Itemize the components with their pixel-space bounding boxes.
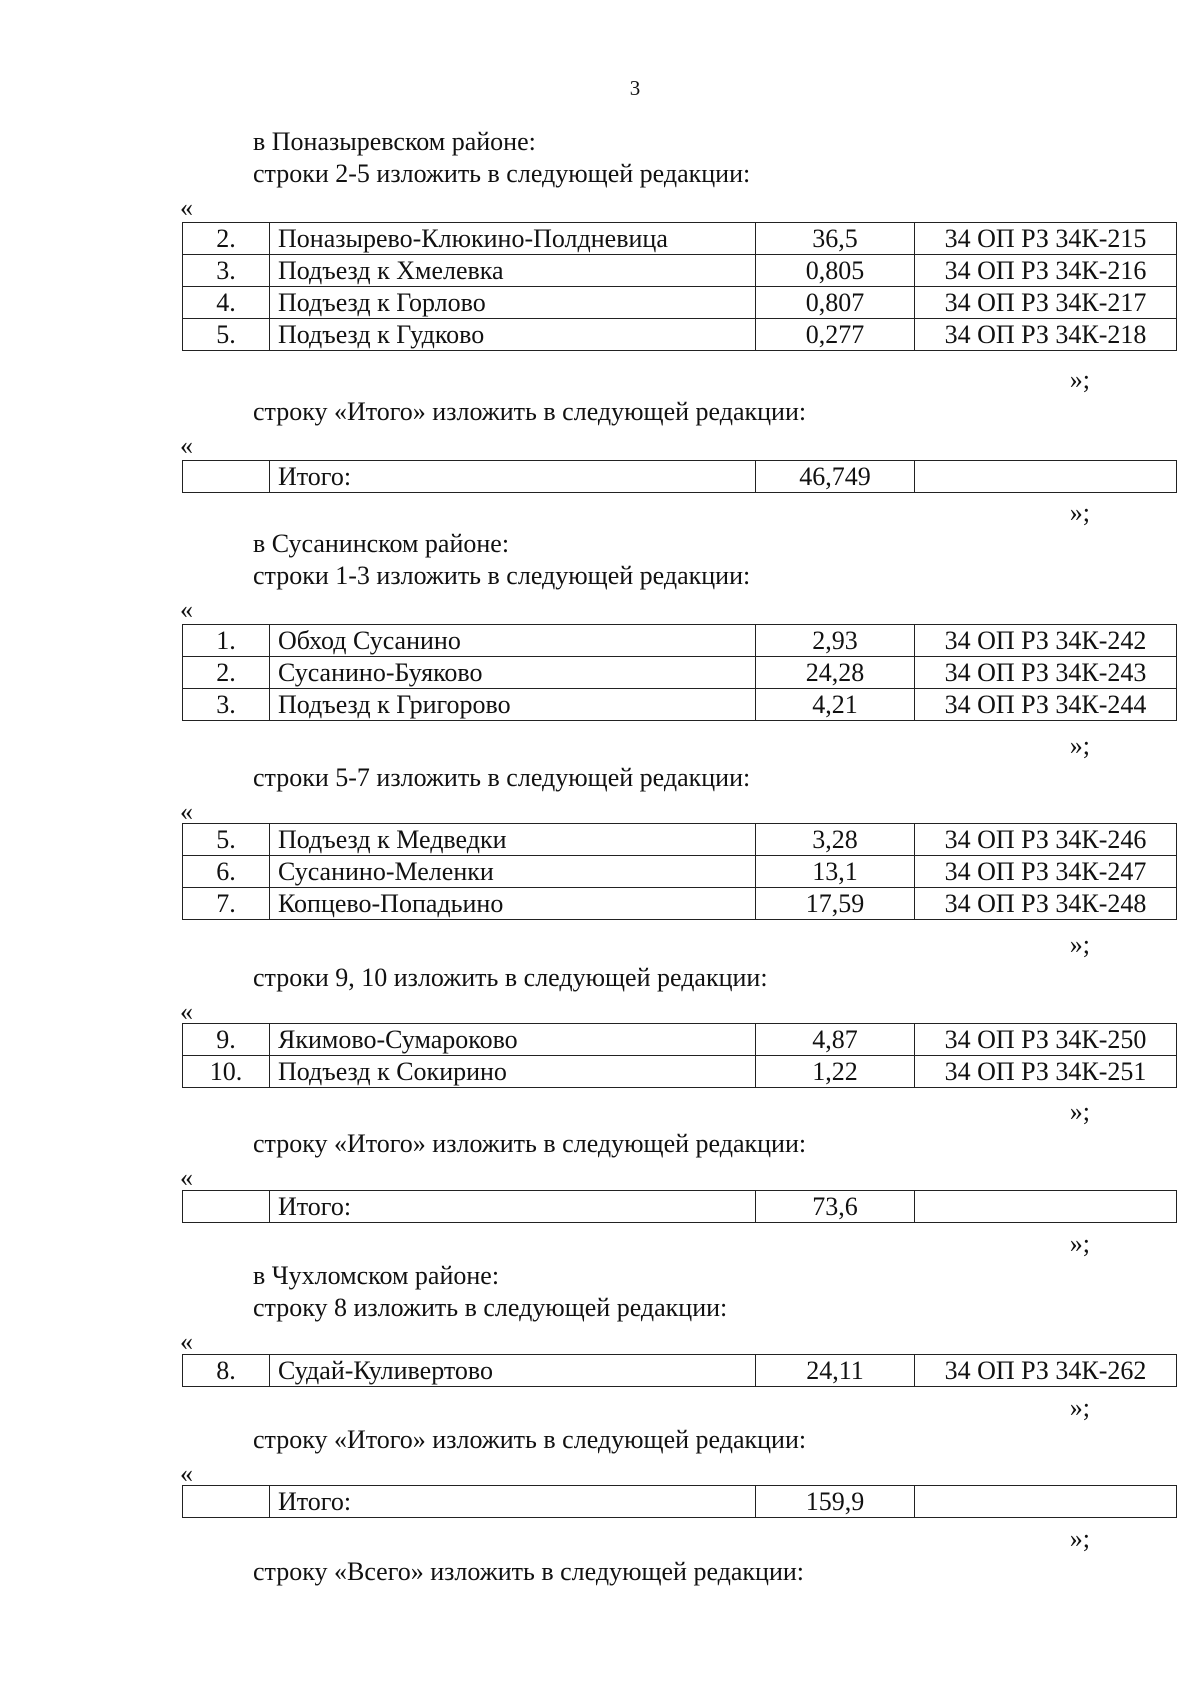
table-row xyxy=(183,1024,1177,1056)
paragraph-instruction: строки 5-7 изложить в следующей редакции: xyxy=(253,763,751,792)
road-id: 34 ОП РЗ 34К-251 xyxy=(915,1056,1177,1088)
table-row xyxy=(183,856,1177,888)
road-name: Поназырево-Клюкино-Полдневица xyxy=(270,223,756,255)
road-length: 2,93 xyxy=(756,625,915,657)
row-number: 3. xyxy=(183,689,270,721)
open-quote: « xyxy=(180,797,193,826)
road-name: Подъезд к Хмелевка xyxy=(270,255,756,287)
table-row xyxy=(183,1191,1177,1223)
road-length: 1,22 xyxy=(756,1056,915,1088)
road-name: Подъезд к Сокирино xyxy=(270,1056,756,1088)
close-quote: »; xyxy=(1069,1393,1090,1422)
row-number: 5. xyxy=(183,319,270,351)
close-quote: »; xyxy=(1069,1097,1090,1126)
row-number: 10. xyxy=(183,1056,270,1088)
row-number xyxy=(183,461,270,493)
road-id: 34 ОП РЗ 34К-217 xyxy=(915,287,1177,319)
paragraph-district: в Чухломском районе: xyxy=(253,1261,500,1290)
road-id: 34 ОП РЗ 34К-215 xyxy=(915,223,1177,255)
table-row xyxy=(183,888,1177,920)
paragraph-instruction: строку «Итого» изложить в следующей редакции: xyxy=(253,397,807,426)
open-quote: « xyxy=(180,1459,193,1488)
roads-table xyxy=(182,1023,1177,1088)
open-quote: « xyxy=(180,431,193,460)
close-quote: »; xyxy=(1069,930,1090,959)
paragraph-instruction: строку «Итого» изложить в следующей редакции: xyxy=(253,1129,807,1158)
table-row xyxy=(183,255,1177,287)
table-row xyxy=(183,1056,1177,1088)
row-number: 7. xyxy=(183,888,270,920)
road-length: 13,1 xyxy=(756,856,915,888)
row-number: 9. xyxy=(183,1024,270,1056)
road-id xyxy=(915,1486,1177,1518)
paragraph-district: в Поназыревском районе: xyxy=(253,127,536,156)
road-id xyxy=(915,1191,1177,1223)
road-name: Сусанино-Буяково xyxy=(270,657,756,689)
table-row xyxy=(183,625,1177,657)
close-quote: »; xyxy=(1069,1524,1090,1553)
road-length: 24,11 xyxy=(756,1355,915,1387)
table-row xyxy=(183,689,1177,721)
table-row xyxy=(183,824,1177,856)
paragraph-instruction: строку «Всего» изложить в следующей редакции: xyxy=(253,1557,805,1586)
row-number: 1. xyxy=(183,625,270,657)
roads-table xyxy=(182,222,1177,351)
road-id xyxy=(915,461,1177,493)
road-name: Подъезд к Гудково xyxy=(270,319,756,351)
road-id: 34 ОП РЗ 34К-250 xyxy=(915,1024,1177,1056)
road-id: 34 ОП РЗ 34К-243 xyxy=(915,657,1177,689)
total-label: Итого: xyxy=(270,1486,756,1518)
row-number xyxy=(183,1191,270,1223)
road-name: Обход Сусанино xyxy=(270,625,756,657)
road-id: 34 ОП РЗ 34К-248 xyxy=(915,888,1177,920)
total-value: 46,749 xyxy=(756,461,915,493)
road-length: 4,21 xyxy=(756,689,915,721)
total-label: Итого: xyxy=(270,461,756,493)
total-label: Итого: xyxy=(270,1191,756,1223)
road-name: Подъезд к Григорово xyxy=(270,689,756,721)
close-quote: »; xyxy=(1069,731,1090,760)
road-name: Судай-Куливертово xyxy=(270,1355,756,1387)
open-quote: « xyxy=(180,595,193,624)
row-number: 2. xyxy=(183,223,270,255)
close-quote: »; xyxy=(1069,1229,1090,1258)
road-length: 0,277 xyxy=(756,319,915,351)
roads-table xyxy=(182,624,1177,721)
paragraph-instruction: строки 1-3 изложить в следующей редакции: xyxy=(253,561,751,590)
table-row xyxy=(183,657,1177,689)
total-table xyxy=(182,1190,1177,1223)
table-row xyxy=(183,287,1177,319)
road-id: 34 ОП РЗ 34К-216 xyxy=(915,255,1177,287)
road-id: 34 ОП РЗ 34К-244 xyxy=(915,689,1177,721)
paragraph-instruction: строки 2-5 изложить в следующей редакции: xyxy=(253,159,751,188)
road-id: 34 ОП РЗ 34К-242 xyxy=(915,625,1177,657)
road-length: 0,807 xyxy=(756,287,915,319)
row-number: 4. xyxy=(183,287,270,319)
road-length: 4,87 xyxy=(756,1024,915,1056)
row-number: 8. xyxy=(183,1355,270,1387)
page-number: 3 xyxy=(629,76,641,100)
table-row xyxy=(183,1486,1177,1518)
road-length: 36,5 xyxy=(756,223,915,255)
road-length: 24,28 xyxy=(756,657,915,689)
paragraph-instruction: строку «Итого» изложить в следующей редакции: xyxy=(253,1425,807,1454)
road-name: Сусанино-Меленки xyxy=(270,856,756,888)
road-id: 34 ОП РЗ 34К-218 xyxy=(915,319,1177,351)
row-number: 6. xyxy=(183,856,270,888)
road-name: Подъезд к Горлово xyxy=(270,287,756,319)
roads-table xyxy=(182,1354,1177,1387)
row-number xyxy=(183,1486,270,1518)
road-length: 3,28 xyxy=(756,824,915,856)
road-name: Копцево-Попадьино xyxy=(270,888,756,920)
road-id: 34 ОП РЗ 34К-262 xyxy=(915,1355,1177,1387)
total-value: 159,9 xyxy=(756,1486,915,1518)
paragraph-district: в Сусанинском районе: xyxy=(253,529,510,558)
road-name: Якимово-Сумароково xyxy=(270,1024,756,1056)
row-number: 2. xyxy=(183,657,270,689)
road-name: Подъезд к Медведки xyxy=(270,824,756,856)
open-quote: « xyxy=(180,1327,193,1356)
table-row xyxy=(183,223,1177,255)
paragraph-instruction: строки 9, 10 изложить в следующей редакции: xyxy=(253,963,768,992)
open-quote: « xyxy=(180,193,193,222)
road-id: 34 ОП РЗ 34К-246 xyxy=(915,824,1177,856)
total-value: 73,6 xyxy=(756,1191,915,1223)
table-row xyxy=(183,461,1177,493)
table-row xyxy=(183,1355,1177,1387)
road-length: 17,59 xyxy=(756,888,915,920)
paragraph-instruction: строку 8 изложить в следующей редакции: xyxy=(253,1293,728,1322)
row-number: 3. xyxy=(183,255,270,287)
total-table xyxy=(182,1485,1177,1518)
road-id: 34 ОП РЗ 34К-247 xyxy=(915,856,1177,888)
open-quote: « xyxy=(180,1163,193,1192)
road-length: 0,805 xyxy=(756,255,915,287)
close-quote: »; xyxy=(1069,498,1090,527)
row-number: 5. xyxy=(183,824,270,856)
roads-table xyxy=(182,823,1177,920)
table-row xyxy=(183,319,1177,351)
open-quote: « xyxy=(180,997,193,1026)
total-table xyxy=(182,460,1177,493)
close-quote: »; xyxy=(1069,365,1090,394)
